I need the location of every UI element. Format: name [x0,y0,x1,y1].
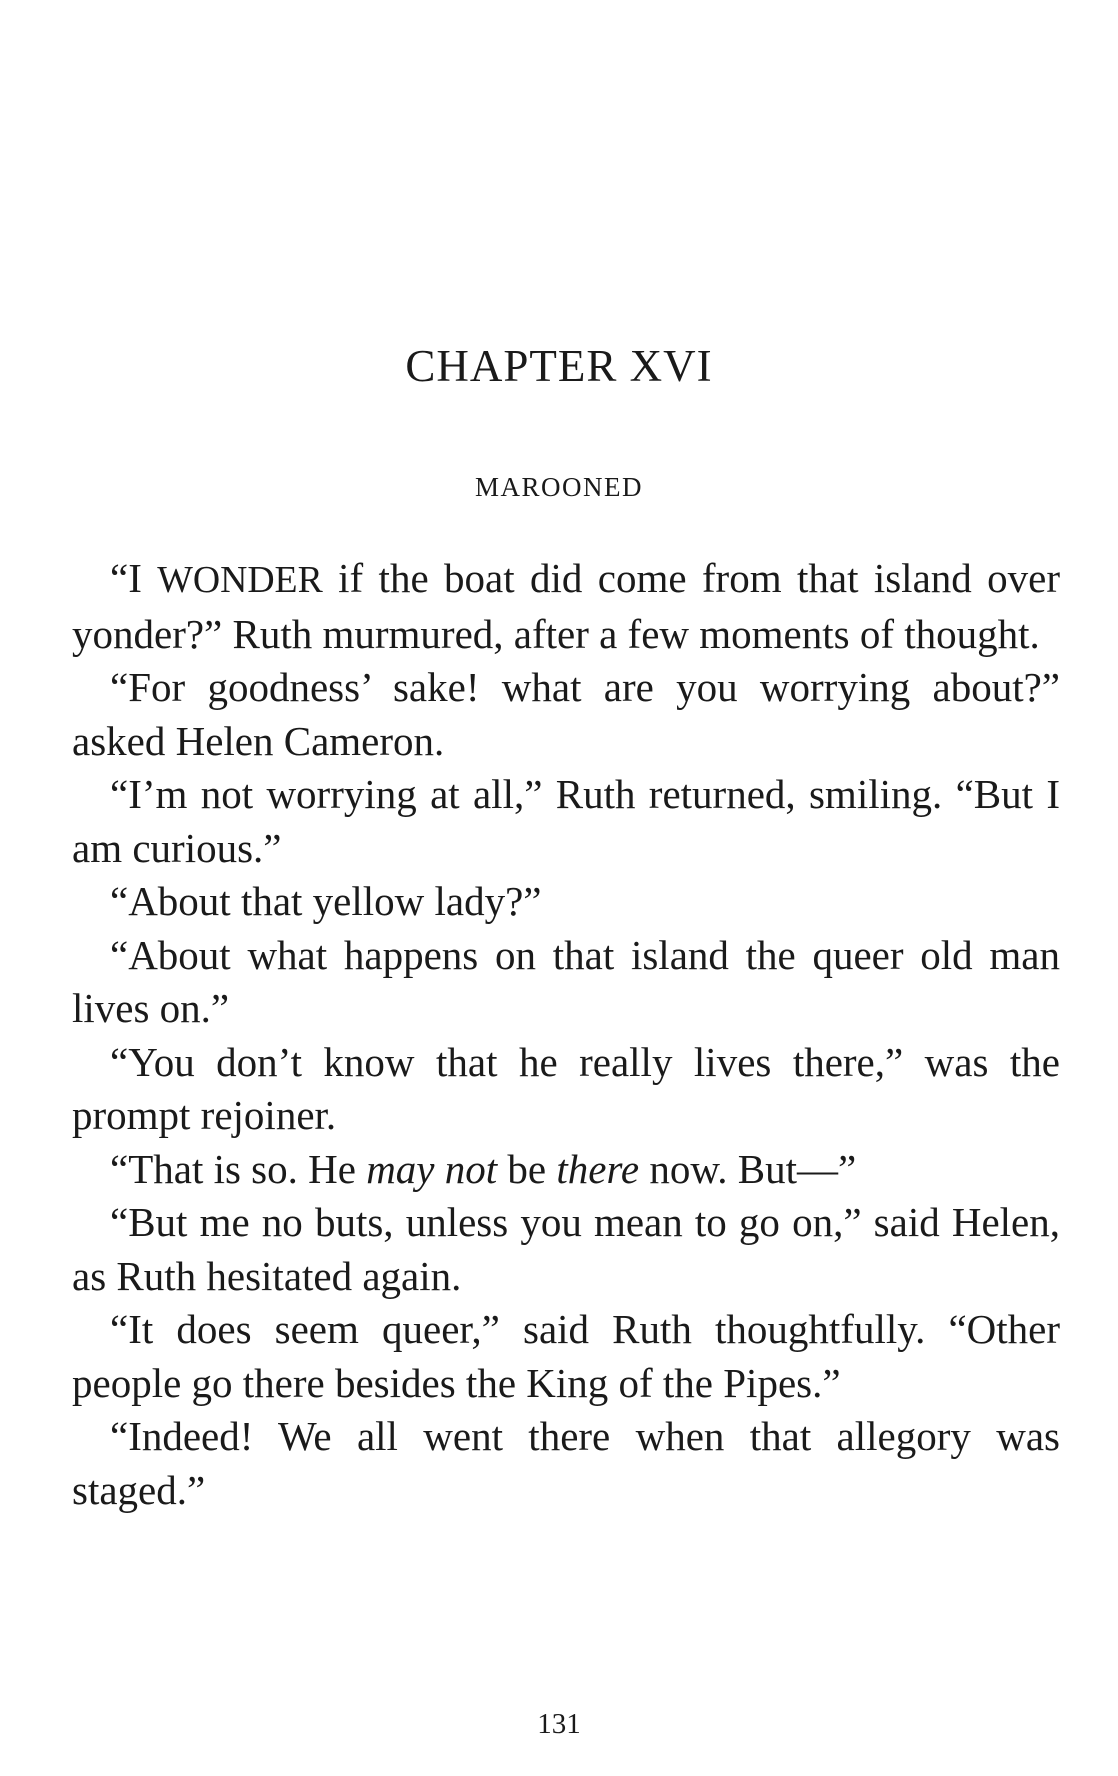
paragraph: “About that yellow lady?” [110,878,542,924]
chapter-title: CHAPTER XVI [405,341,713,391]
page-number: 131 [537,1708,581,1740]
paragraph-text: now. But—” [639,1145,857,1192]
chapter-body [72,552,1060,1517]
paragraph-emphasis: there [556,1145,640,1192]
paragraph-text: “That is so. He [110,1145,367,1192]
paragraph: “For goodness’ sake! what are you worrying about?” asked Helen Cameron. [72,664,1060,764]
paragraph-text: if the boat did come from that island over yonder?” Ruth murmured, after a few moments of thought. [72,555,1060,657]
paragraph [72,1143,1060,1197]
paragraph: “But me no buts, unless you mean to go on,” said Helen, as Ruth hesitated again. [72,1199,1060,1299]
paragraph: “About what happens on that island the queer old man lives on.” [72,931,1060,1031]
paragraph-opening-quote: “I [110,555,158,601]
paragraph-text: be [497,1145,557,1192]
paragraph-emphasis: may not [366,1145,498,1192]
paragraph: “I’m not worrying at all,” Ruth returned, smiling. “But I am curious.” [72,771,1060,871]
paragraph [72,552,1060,661]
paragraph-opening-word: WONDER [157,559,323,601]
paragraph: “Indeed! We all went there when that allegory was staged.” [72,1413,1060,1513]
paragraph: “You don’t know that he really lives there,” was the prompt rejoiner. [72,1038,1060,1138]
paragraph: “It does seem queer,” said Ruth thoughtfully. “Other people go there besides the King of the Pipes.” [72,1306,1060,1406]
chapter-subtitle: MAROONED [474,472,643,502]
